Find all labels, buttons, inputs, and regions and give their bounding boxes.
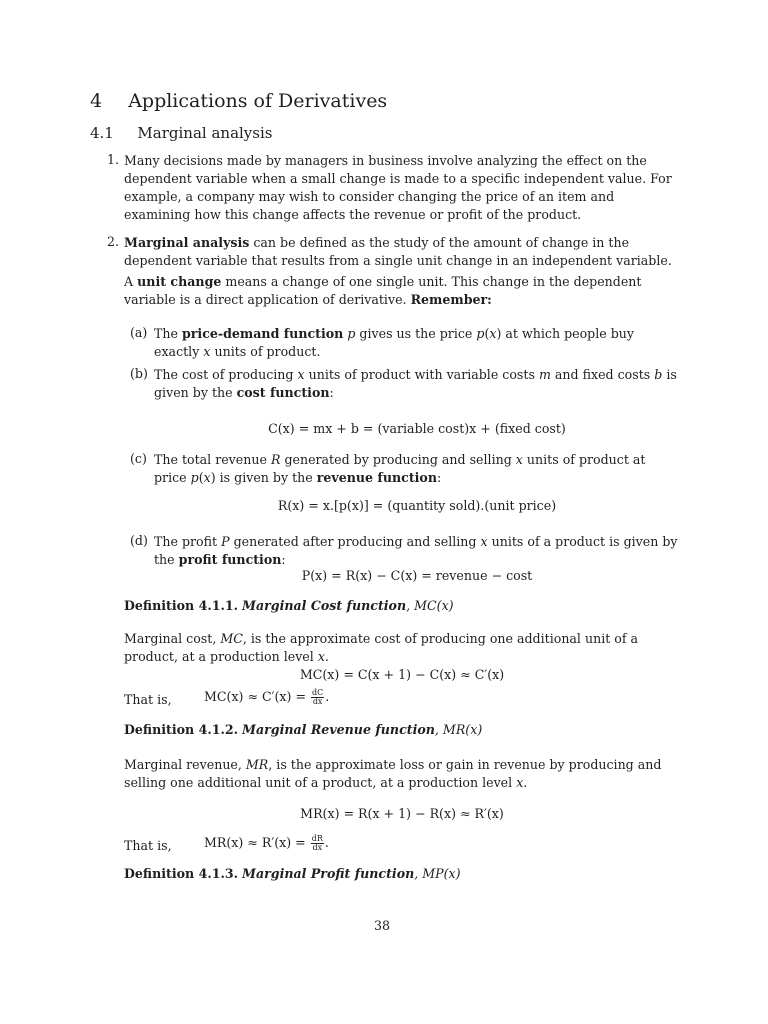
revenue-function-equation: R(x) = x.[p(x)] = (quantity sold).(unit price) [277, 498, 557, 513]
list-label-1: 1. [107, 152, 120, 167]
marginal-analysis-term: Marginal analysis [124, 235, 250, 250]
sublist-label-c: (c) [130, 451, 147, 466]
def1-text: Marginal cost, MC, is the approximate cost of producing one additional unit of a product, at a production level x. [124, 631, 639, 664]
def3-title: Marginal Profit function [242, 866, 415, 881]
remember-label: Remember: [410, 292, 492, 307]
definition-4-1-1-heading [124, 598, 454, 613]
subsection-heading [90, 124, 272, 142]
sublist-item-c: The total revenue R generated by producing and selling x units of product at price p(x) is given by the revenue function: [154, 452, 646, 485]
def2-text: Marginal revenue, MR, is the approximate loss or gain in revenue by producing and selling one additional unit of a product, at a production level x. [124, 757, 662, 790]
def2-symbol: , MR(x) [434, 722, 483, 737]
dx-denominator-2: dx [312, 843, 323, 852]
def2-text-b: , is the approximate loss or gain in revenue by producing and selling one additional unit of a product, at a production level [124, 757, 662, 790]
marginal-revenue-equation: MR(x) = R(x + 1) − R(x) ≈ R′(x) [300, 806, 504, 821]
sub-b-t4: is given by the [154, 367, 677, 400]
cost-function-term: cost function [236, 385, 330, 400]
sub-a-t3: units of product. [214, 344, 321, 359]
subsection-title: Marginal analysis [137, 124, 273, 142]
def1-that-is: That is, [124, 692, 172, 707]
sub-b-t1: The cost of producing [154, 367, 294, 382]
def2-text-a: Marginal revenue, [124, 757, 242, 772]
revenue-function-term: revenue function [316, 470, 437, 485]
sublist-item-a: The price-demand function p gives us the price p(x) at which people buy exactly x units of product. [154, 326, 634, 359]
sub-b-t3: and fixed costs [554, 367, 651, 382]
def2-label: Definition 4.1.2. [124, 722, 239, 737]
marginal-revenue-approx: MR(x) ≈ R′(x) = $\frac{dR}{dx}$ . [204, 834, 329, 852]
sub-d-t2: generated after producing and selling [233, 534, 477, 549]
sub-b-colon: : [329, 385, 334, 400]
sublist-label-a: (a) [130, 325, 148, 340]
marginal-cost-approx: MC(x) ≈ C′(x) = $\frac{dC}{dx}$ . [204, 688, 330, 706]
def1-symbol: , MC(x) [406, 598, 454, 613]
def1-text-b: , is the approximate cost of producing one additional unit of a product, at a production level [124, 631, 639, 664]
sub-a-pre: The [154, 326, 178, 341]
page-number: 38 [374, 918, 391, 933]
def2-that-is: That is, [124, 838, 172, 853]
sub-c-colon: : [437, 470, 442, 485]
def2-approx-text: MR(x) ≈ R′(x) = [204, 835, 306, 850]
unit-change-paragraph [124, 273, 680, 309]
sub-c-t1: The total revenue [154, 452, 267, 467]
def3-label: Definition 4.1.3. [124, 866, 239, 881]
unit-change-term: unit change [137, 274, 222, 289]
def1-text-a: Marginal cost, [124, 631, 217, 646]
marginal-analysis-definition: can be defined as the study of the amount of change in the dependent variable that results from a single unit change in an independent variable. [124, 235, 672, 268]
def3-symbol: , MP(x) [414, 866, 461, 881]
sub-a-t2: at which people buy exactly [154, 326, 634, 359]
dr-dx-fraction [311, 835, 324, 852]
section-title: Applications of Derivatives [128, 90, 388, 112]
dc-dx-fraction [311, 689, 324, 706]
unit-change-pre: A [124, 274, 134, 289]
dx-denominator: dx [312, 697, 323, 706]
sub-d-t1: The profit [154, 534, 218, 549]
marginal-cost-equation: MC(x) = C(x + 1) − C(x) ≈ C′(x) [299, 667, 505, 682]
def1-label: Definition 4.1.1. [124, 598, 239, 613]
sublist-label-b: (b) [130, 366, 148, 381]
sub-d-colon: : [281, 552, 286, 567]
profit-function-term: profit function [178, 552, 282, 567]
unit-change-text: means a change of one single unit. This change in the dependent variable is a direct application of derivative. [124, 274, 642, 307]
sub-d-t3: units of a product is given by the [154, 534, 678, 567]
section-heading [90, 90, 387, 112]
sub-c-t4: is given by the [219, 470, 313, 485]
dr-numerator: dR [311, 834, 323, 843]
section-number: 4 [90, 90, 103, 112]
sublist-item-b: The cost of producing x units of product with variable costs m and fixed costs b is given by the cost function: [154, 367, 677, 400]
def1-title: Marginal Cost function [242, 598, 407, 613]
def1-approx-text: MC(x) ≈ C′(x) = [204, 689, 306, 704]
profit-function-equation: P(x) = R(x) − C(x) = revenue − cost [301, 568, 533, 583]
sub-c-t2: generated by producing and selling [284, 452, 512, 467]
sub-c-t3: units of product at price [154, 452, 646, 485]
sub-b-t2: units of product with variable costs [308, 367, 535, 382]
definition-4-1-3-heading [124, 866, 461, 881]
sub-a-t1: gives us the price [359, 326, 473, 341]
list-label-2: 2. [107, 234, 120, 249]
dc-numerator: dC [312, 688, 324, 697]
list-item-2-text [124, 234, 680, 270]
def2-title: Marginal Revenue function [242, 722, 435, 737]
sublist-item-d: The profit P generated after producing and selling x units of a product is given by the profit function: [154, 534, 678, 567]
subsection-number: 4.1 [90, 124, 114, 142]
sublist-label-d: (d) [130, 533, 148, 548]
definition-4-1-2-heading [124, 722, 482, 737]
list-item-1-text: Many decisions made by managers in business involve analyzing the effect on the dependent variable when a small change is made to a specific independent value. For example, a company may wish to consider changing the price of an item and examining how this change affects the revenue or profit of the product. [124, 153, 672, 222]
cost-function-equation: C(x) = mx + b = (variable cost)x + (fixed cost) [268, 421, 566, 436]
price-demand-term: price-demand function [181, 326, 344, 341]
